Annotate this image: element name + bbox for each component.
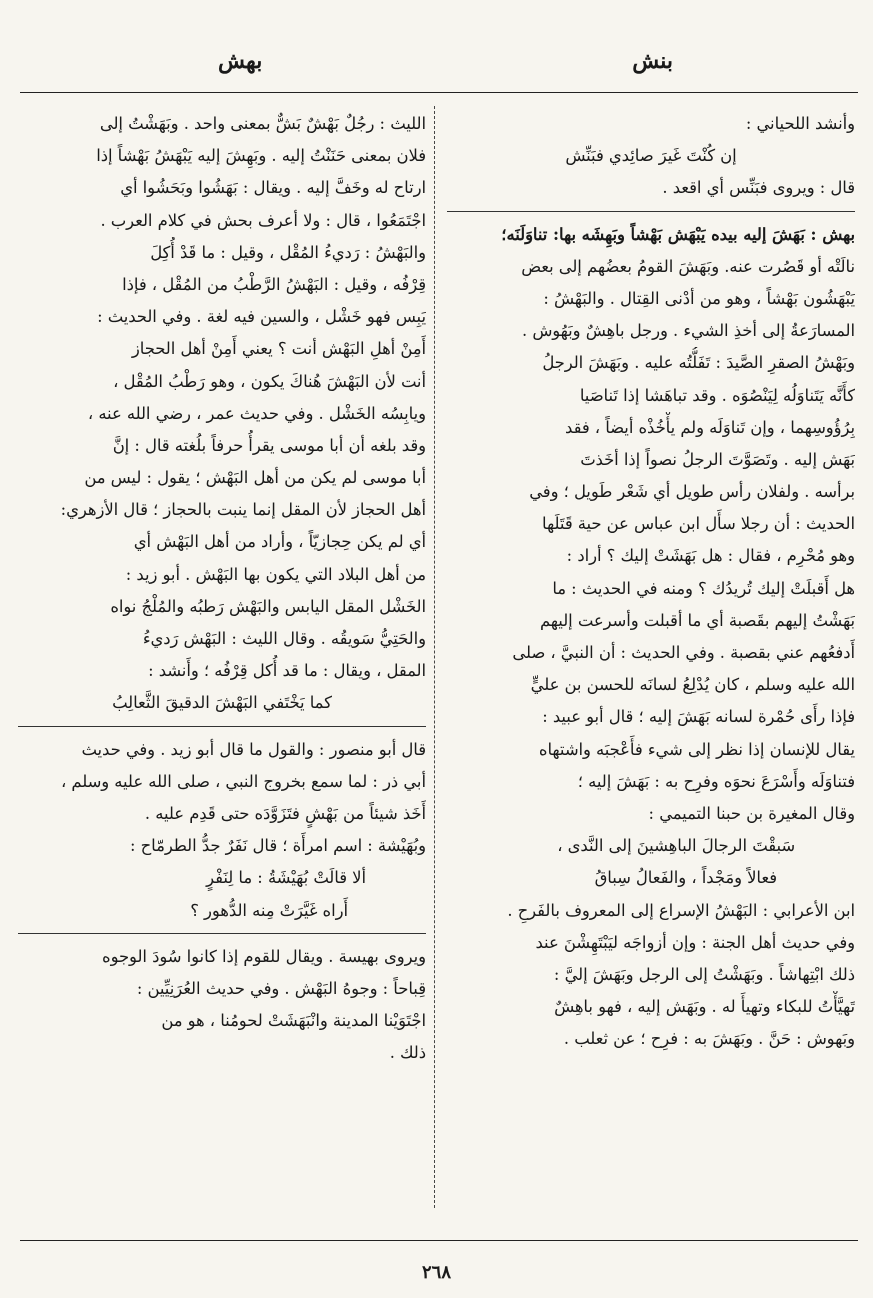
text-line: وهو مُحْرِم ، فقال : هل بَهَشَتْ إليك ؟ أراد : [566,546,855,566]
right-column [447,108,855,1208]
text-line: المقل ، ويقال : ما قد أُكل قِرْفُه ؛ وأَنشد : [148,661,426,681]
header-left-word: بهش [218,48,263,74]
text-line: أهل الحجاز لأن المقل إنما ينبت بالحجاز ؛ قال الأزهري: [60,500,426,520]
text-line: يقال للإنسان إذا نظر إلى شيء فأَعْجبَه واشتهاه [538,739,855,759]
text-line: وبَهْشُ الصقرِ الصَّيدَ : تَفَلُّتُه عليه . وبَهَشَ الرجلُ [542,353,855,373]
text-line: الله عليه وسلم ، كان يُدْلِعُ لسانَه للحسن بن عليٍّ [530,675,855,695]
entry-separator [18,933,426,935]
text-line: ويابِسُه الخَشْل . وفي حديث عمر ، رضي الله عنه ، [87,403,426,423]
text-line: الليث : رجُلٌ بَهْشٌ بَشٌّ بمعنى واحد . وبَهَشْتُ إلى [99,114,426,133]
text-line: اجْتَمَعُوا ، قال : ولا أعرف بحش في كلام العرب . [100,210,426,230]
verse-line: سَبقْتَ الرجالَ الباهِشينَ إلى النَّدى ، [557,836,795,856]
text-line: قِباحاً : وجوهُ البَهْش . وفي حديث العُرَنِيِّين : [136,978,426,998]
text-line: وبُهَيْشة : اسم امرأَة ؛ قال نَفَرٌ جدُّ الطرمّاح : [129,836,426,856]
text-line: وفي حديث أهل الجنة : وإن أزواجَه ليَبْتَهِشْنَ عند [535,932,855,952]
text-line: المسارَعةُ إلى أخذِ الشيء . ورجل باهِشٌ وبَهُوش . [521,321,855,341]
text-line: بَهَش إليه . وتَصَوَّتَ الرجلُ نصواً إذا أخَذتَ [580,449,855,469]
text-line: من أهل البلاد التي يكون بها البَهْش . أبو زيد : [125,564,426,584]
text-line: أَخَذ شيئاً من بَهْشٍ فتَزَوَّدَه حتى قَدِم عليه . [144,803,426,823]
text-line: الخَشْل المقل اليابس والبَهْش رَطبُه والمُلْجُ نواه [110,596,426,616]
text-line: وقال المغيرة بن حبنا التميمي : [648,803,855,823]
header-right-word: بنش [632,48,673,74]
text-line: أبا موسى لم يكن من أهل البَهْش ؛ يقول : ليس من [84,468,426,488]
verse-line: أَراه غَيَّرَتْ مِنه الدُّهور ؟ [190,900,348,920]
left-column [18,108,426,1208]
text-line: برأسه . ولفلان رأس طويل أي شَعْر طَويل ؛ وفي [529,482,855,502]
text-line: هل أَقبلَتْ إليك تُريدُك ؟ ومنه في الحديث : ما [552,578,855,598]
text-line: ذلك . [389,1043,426,1063]
text-line: فلان بمعنى حَنَنْتُ إليه . وبَهِشَ إليه يَبْهَشُ بَهْشاً إذا [96,146,426,166]
text-line: أبي ذر : لما سمع بخروج النبي ، صلى الله عليه وسلم ، [60,771,426,791]
text-line: ابن الأعرابي : البَهْشُ الإسراع إلى المعروف بالفَرحِ . [507,900,855,920]
text-line: بَهَشْتُ إليهم بقَصبة أي ما أقبلت وأسرعت إليهم [539,610,855,630]
column-divider [434,106,435,1208]
text-line: يَبْهَشُون بَهْشاً ، وهو من أدْنى القِتال . والبَهْشُ : [543,288,855,308]
text-line: قِرْفُه ، وقيل : البَهْشُ الرَّطْبُ من المُقْل ، فإذا [122,274,426,294]
text-line: وبَهوش : حَنَّ . وبَهَشَ به : فرِح ؛ عن ثعلب . [563,1029,855,1049]
verse-line: إن كُنْتَ غَيرَ صائِدي فبَنِّش [565,146,737,166]
text-line: تَهيَّأْتُ للبكاء وتهيأَ له . وبَهَش إليه ، فهو باهِشٌ [554,997,855,1017]
text-line: كأَنَّه يَتَناوَلُه لِيَنْصُوَه . وقد تباهَشا إذا تَناصَيا [579,385,855,405]
entry-separator [18,726,426,728]
header-rule [20,92,858,93]
text-line: يَبِس فهو خَشْل ، والسين فيه لغة . وفي الحديث : [97,307,426,327]
verse-line: ألا قالَتْ بُهَيْشَةُ : ما لِنَفْرٍ [206,868,366,888]
text-line: أَدفعُهم عني بقصبة . وفي الحديث : أن النبيَّ ، صلى [512,643,855,662]
text-line: نالَتْه أو قَصُرت عنه. وبَهَشَ القومُ بعضُهم إلى بعض [521,256,855,276]
text-line: والحَتِيُّ سَويقُه . وقال الليث : البَهْش رَديءُ [142,629,426,648]
text-line: ويروى بهيسة . ويقال للقوم إذا كانوا سُودَ الوجوه [102,946,426,966]
footer-rule [20,1240,858,1241]
text-line: اجْتَوَيْنا المدينة وانْبَهَشَتْ لحومُنا ، هو من [161,1011,426,1031]
text-line: ذلك ابْتِهاشاً . وبَهَشْتُ إلى الرجل وبَهَشَ إليَّ : [553,964,855,984]
text-line: قال أبو منصور : والقول ما قال أبو زيد . وفي حديث [81,739,426,759]
text-line: الحديث : أن رجلا سأَل ابن عباس عن حية قَتَلَها [542,514,855,534]
verse-line: فعالاً ومَجْداً ، والفَعالُ سِباقُ [594,868,777,888]
text-line: فإذا رأَى حُمْرة لسانه بَهَشَ إليه ؛ قال أبو عبيد : [542,707,855,727]
text-line: أنت لأن البَهْشَ هُناكَ يكون ، وهو رَطْبُ المُقْل ، [113,371,426,391]
text-line: أَمِنْ أهلِ البَهْش أنت ؟ يعني أَمِنْ أهل الحجاز [131,339,426,359]
entry-separator [447,211,855,213]
text-line: قال : ويروى فبَنِّس أي اقعد . [662,178,855,198]
text-line: ارتاح له وخَفَّ إليه . ويقال : بَهَشُوا وبَحَشُوا أي [120,178,426,198]
text-line: فتناوَلَه وأَسْرَعَ نحوَه وفرِح به : بَهَشَ إليه ؛ [577,771,855,791]
text-line: والبَهْشُ : رَديءُ المُقْل ، وقيل : ما قَدْ أُكِلَ [150,242,426,262]
text-line: بِرُؤُوسِهما ، وإن تَناوَلَه ولم يأْخُذْه أيضاً ، فقد [565,417,855,437]
verse-line: كما يَخْتَفي البَهْشَ الدقيقَ الثَّعالِبُ [112,693,332,713]
text-line: أي لم يكن حِجازيّاً ، وأراد من أهل البَهْش أي [133,532,426,552]
page-number: ٢٦٨ [421,1262,451,1283]
entry-headword-line: بهش : بَهَشَ إليه بيده يَبْهَش بَهْشاً وبَهِشَه بها: تناوَلَنَه؛ [501,224,855,244]
text-line: وقد بلغه أن أبا موسى يقرأُ حرفاً بلُغته قال : إنَّ [112,435,426,455]
text-line: وأنشد اللحياني : [745,114,855,133]
